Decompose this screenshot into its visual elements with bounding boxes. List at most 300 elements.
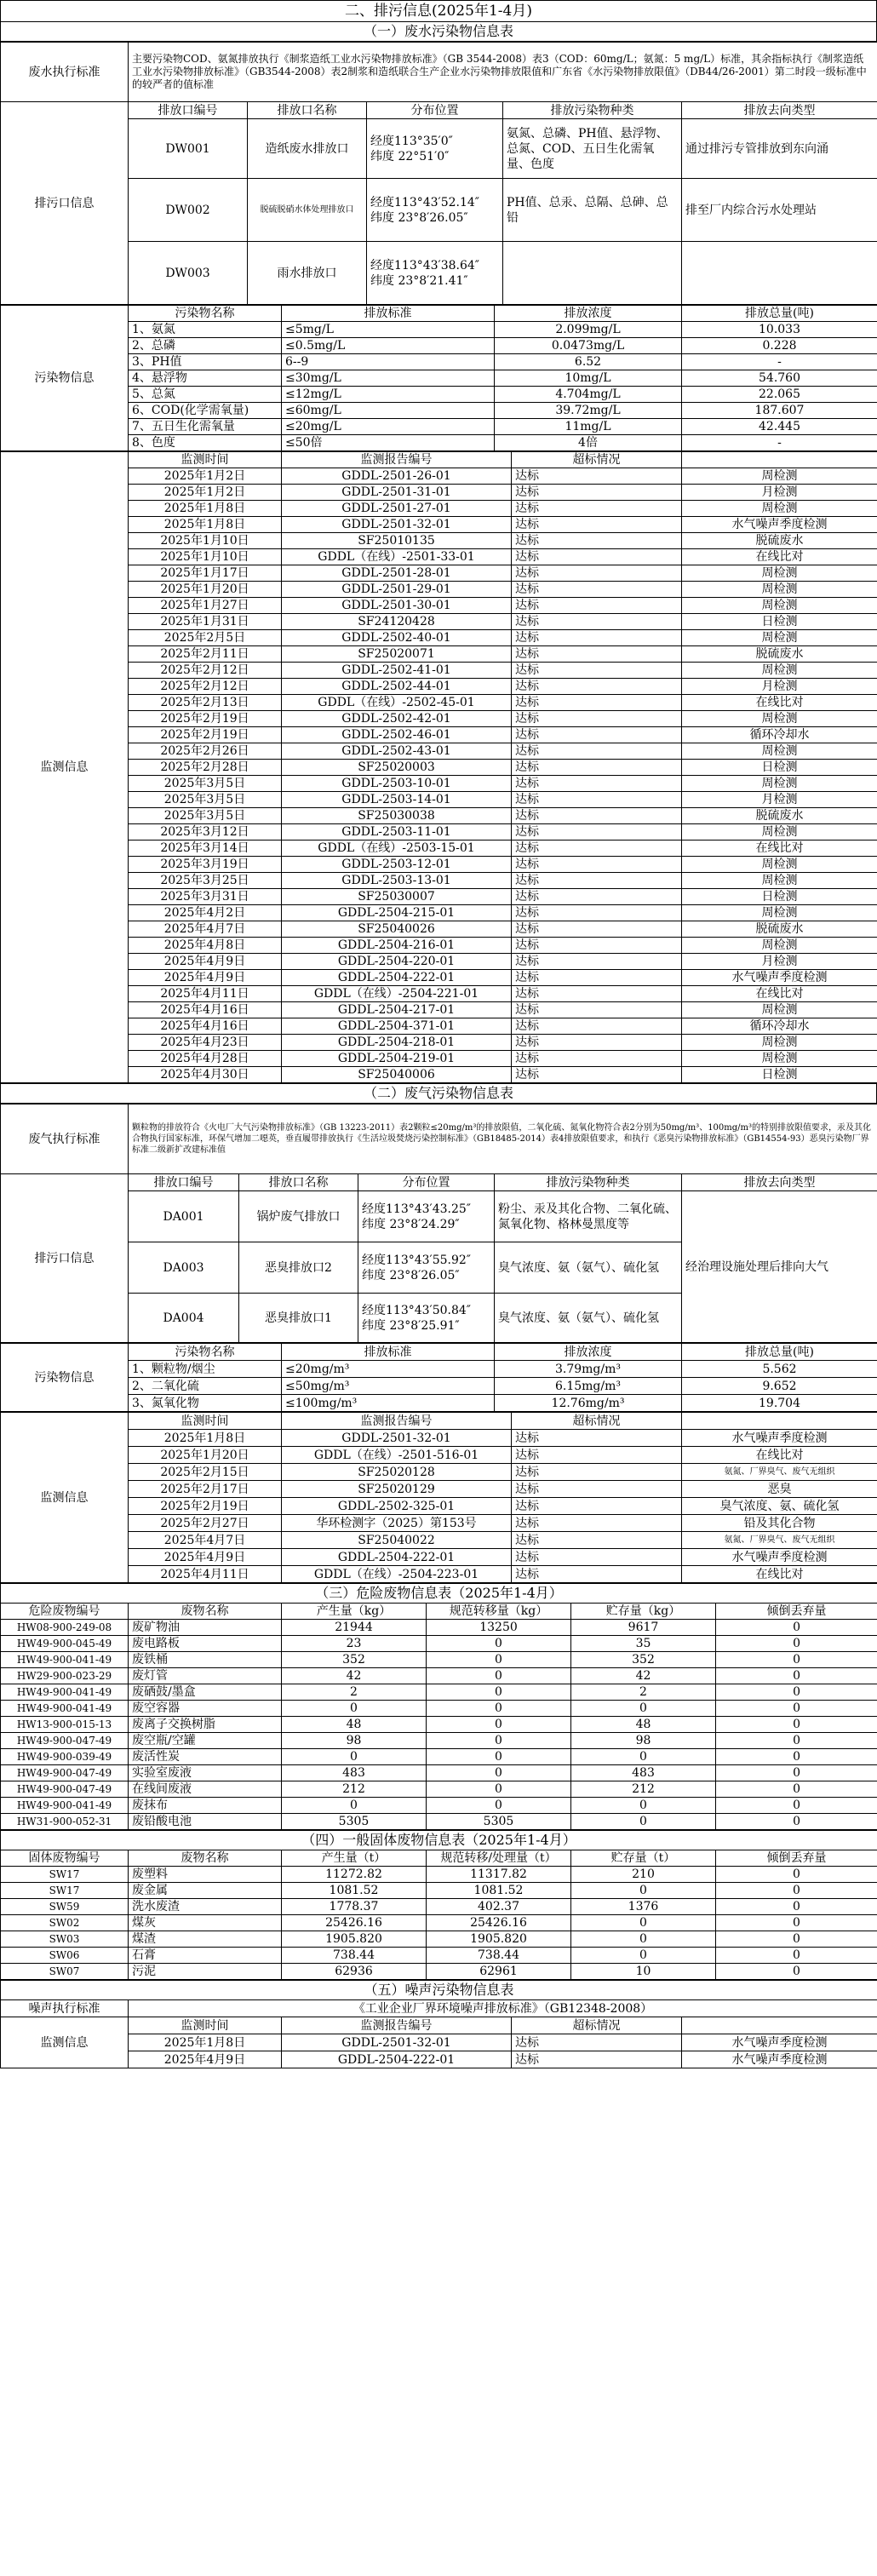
gas-outlet-types: 臭气浓度、氨（氨气）、硫化氢 xyxy=(495,1294,682,1343)
hazard-cell: 废电路板 xyxy=(129,1636,282,1652)
table-row xyxy=(1,387,877,403)
hazard-cell: 48 xyxy=(282,1717,427,1733)
pollutant-standard: ≤50倍 xyxy=(282,435,495,451)
table-row xyxy=(1,1964,877,1980)
water-outlet-header: 排放口编号 xyxy=(129,102,248,119)
table-row xyxy=(1,614,877,630)
pollutant-name: 6、COD(化学需氧量) xyxy=(129,403,282,419)
water-table xyxy=(0,42,877,305)
water-outlet-types xyxy=(503,242,682,305)
solid-cell: 0 xyxy=(571,1883,716,1899)
pollutant-total: - xyxy=(682,435,877,451)
table-row xyxy=(1,435,877,451)
gas-outlet-name: 恶臭排放口2 xyxy=(239,1242,358,1294)
table-row xyxy=(1,1566,877,1583)
pollutant-concentration: 6.52 xyxy=(495,354,682,370)
solid-header-row xyxy=(1,1850,877,1867)
monitor-status: 达标 xyxy=(512,1549,682,1566)
water-outlet-header: 分布位置 xyxy=(367,102,503,119)
monitor-report-no: GDDL-2502-42-01 xyxy=(282,711,512,727)
hazard-cell: 废铅酸电池 xyxy=(129,1814,282,1830)
monitor-status: 达标 xyxy=(512,2034,682,2051)
hazard-cell: 在线间废液 xyxy=(129,1781,282,1798)
monitor-status: 达标 xyxy=(512,776,682,792)
hazard-cell: 2 xyxy=(571,1684,716,1701)
pollutant-total: 9.652 xyxy=(682,1378,877,1395)
pollutant-name: 3、PH值 xyxy=(129,354,282,370)
hazard-cell: 483 xyxy=(571,1765,716,1781)
hazard-cell: 0 xyxy=(716,1684,877,1701)
table-row xyxy=(1,1532,877,1549)
water-standard-text: 主要污染物COD、氨氮排放执行《制浆造纸工业水污染物排放标准》（GB 3544-2008）表3（COD：60mg/L；氨氮：5 mg/L）标准，其余指标执行《制浆造纸工业水污染物排放标准》（GB3544-2008）表2制浆和造纸联合生产企业水污染物排放限值和广东省《水污染物排放限值》（DB44/26-2001）第二时段一级标准中的较严者的值标准 xyxy=(129,43,877,102)
monitor-status: 达标 xyxy=(512,970,682,986)
hazard-cell: 0 xyxy=(571,1798,716,1814)
water-pollutant-header: 排放标准 xyxy=(282,306,495,322)
gas-outlet-name: 恶臭排放口1 xyxy=(239,1294,358,1343)
table-row xyxy=(1,533,877,549)
monitor-date: 2025年4月7日 xyxy=(129,921,282,938)
table-row xyxy=(1,1948,877,1964)
monitor-report-no: GDDL-2504-218-01 xyxy=(282,1035,512,1051)
pollutant-concentration: 2.099mg/L xyxy=(495,322,682,338)
outlet-lng: 经度113°43′38.64″ xyxy=(370,258,480,273)
water-outlet-header: 排放去向类型 xyxy=(682,102,877,119)
table-row xyxy=(1,938,877,954)
monitor-note: 脱硫废水 xyxy=(682,808,877,824)
monitor-status: 达标 xyxy=(512,1532,682,1549)
water-outlet-location xyxy=(367,242,503,305)
hazard-cell: 98 xyxy=(571,1733,716,1749)
monitor-date: 2025年3月5日 xyxy=(129,808,282,824)
hazard-cell: HW49-900-047-49 xyxy=(1,1781,129,1798)
monitor-note: 水气噪声季度检测 xyxy=(682,1430,877,1447)
gas-section-title: （二）废气污染物信息表 xyxy=(1,1084,877,1104)
pollutant-standard: ≤30mg/L xyxy=(282,370,495,387)
monitor-date: 2025年1月2日 xyxy=(129,468,282,485)
solid-cell: SW03 xyxy=(1,1931,129,1948)
gas-monitor-header-row xyxy=(1,1413,877,1430)
solid-cell: 1376 xyxy=(571,1899,716,1915)
monitor-report-no: GDDL-2504-222-01 xyxy=(282,970,512,986)
solid-cell: 1905.820 xyxy=(427,1931,571,1948)
monitor-report-no: GDDL-2502-41-01 xyxy=(282,663,512,679)
monitor-status: 达标 xyxy=(512,1566,682,1583)
table-row xyxy=(1,1931,877,1948)
monitor-status: 达标 xyxy=(512,857,682,873)
monitor-note: 水气噪声季度检测 xyxy=(682,970,877,986)
monitor-status: 达标 xyxy=(512,679,682,695)
gas-monitor-table xyxy=(0,1412,877,1583)
solid-cell: 废金属 xyxy=(129,1883,282,1899)
table-row xyxy=(1,1765,877,1781)
pollutant-name: 8、色度 xyxy=(129,435,282,451)
monitor-note: 周检测 xyxy=(682,857,877,873)
pollutant-total: 187.607 xyxy=(682,403,877,419)
table-row xyxy=(1,2051,877,2068)
monitor-date: 2025年4月30日 xyxy=(129,1067,282,1083)
solid-header: 固体废物编号 xyxy=(1,1850,129,1867)
hazard-cell: 5305 xyxy=(427,1814,571,1830)
pollutant-total: 54.760 xyxy=(682,370,877,387)
monitor-note: 周检测 xyxy=(682,663,877,679)
monitor-date: 2025年4月28日 xyxy=(129,1051,282,1067)
hazard-cell: 0 xyxy=(716,1620,877,1636)
monitor-report-no: GDDL-2504-371-01 xyxy=(282,1018,512,1035)
gas-monitor-label: 监测信息 xyxy=(1,1413,129,1583)
table-row xyxy=(1,986,877,1002)
pollutant-total: - xyxy=(682,354,877,370)
pollutant-concentration: 4倍 xyxy=(495,435,682,451)
hazard-cell: HW13-900-015-13 xyxy=(1,1717,129,1733)
table-row xyxy=(1,1378,877,1395)
monitor-report-no: GDDL-2501-31-01 xyxy=(282,485,512,501)
monitor-status: 达标 xyxy=(512,533,682,549)
solid-cell: SW06 xyxy=(1,1948,129,1964)
solid-cell: 738.44 xyxy=(427,1948,571,1964)
water-standard-label: 废水执行标准 xyxy=(1,43,129,102)
table-row xyxy=(1,1067,877,1083)
hazard-cell: 废抹布 xyxy=(129,1798,282,1814)
pollutant-concentration: 12.76mg/m³ xyxy=(495,1395,682,1412)
water-outlet-name: 脱硫脱硝水体处理排放口 xyxy=(248,179,367,242)
monitor-status: 达标 xyxy=(512,938,682,954)
table-row xyxy=(1,824,877,840)
monitor-date: 2025年4月8日 xyxy=(129,938,282,954)
gas-pollutant-header-row xyxy=(1,1344,877,1361)
monitor-status: 达标 xyxy=(512,1002,682,1018)
monitor-report-no: SF25020003 xyxy=(282,760,512,776)
outlet-lat: 纬度 23°8′21.41″ xyxy=(370,273,468,288)
gas-pollutant-header: 排放总量(吨) xyxy=(682,1344,877,1361)
monitor-note: 在线比对 xyxy=(682,1566,877,1583)
table-row xyxy=(1,1636,877,1652)
monitor-note: 在线比对 xyxy=(682,986,877,1002)
pollutant-name: 4、悬浮物 xyxy=(129,370,282,387)
table-row xyxy=(1,1684,877,1701)
solid-cell: 0 xyxy=(716,1899,877,1915)
monitor-report-no: GDDL-2501-32-01 xyxy=(282,517,512,533)
solid-cell: 0 xyxy=(716,1948,877,1964)
hazard-cell: 2 xyxy=(282,1684,427,1701)
monitor-date: 2025年2月17日 xyxy=(129,1481,282,1498)
monitor-date: 2025年4月9日 xyxy=(129,970,282,986)
monitor-status: 达标 xyxy=(512,663,682,679)
outlet-lng: 经度113°43′50.84″ xyxy=(362,1303,472,1317)
monitor-note: 周检测 xyxy=(682,565,877,582)
monitor-note: 在线比对 xyxy=(682,1447,877,1464)
solid-header: 贮存量（t） xyxy=(571,1850,716,1867)
solid-cell: 煤渣 xyxy=(129,1931,282,1948)
pollutant-concentration: 0.0473mg/L xyxy=(495,338,682,354)
monitor-note: 月检测 xyxy=(682,954,877,970)
pollutant-total: 19.704 xyxy=(682,1395,877,1412)
solid-cell: 煤灰 xyxy=(129,1915,282,1931)
monitor-note: 日检测 xyxy=(682,889,877,905)
monitor-status: 达标 xyxy=(512,517,682,533)
hazard-cell: 0 xyxy=(716,1733,877,1749)
table-row xyxy=(1,905,877,921)
monitor-date: 2025年3月14日 xyxy=(129,840,282,857)
monitor-status: 达标 xyxy=(512,468,682,485)
water-outlet-dest: 排至厂内综合污水处理站 xyxy=(682,179,877,242)
table-row xyxy=(1,1620,877,1636)
table-row xyxy=(1,1051,877,1067)
monitor-date: 2025年1月27日 xyxy=(129,598,282,614)
monitor-date: 2025年1月31日 xyxy=(129,614,282,630)
monitor-status: 达标 xyxy=(512,760,682,776)
table-row xyxy=(1,598,877,614)
noise-section-title: （五）噪声污染物信息表 xyxy=(1,1981,877,2000)
solid-cell: SW02 xyxy=(1,1915,129,1931)
water-outlet-name: 造纸废水排放口 xyxy=(248,119,367,179)
hazard-cell: 23 xyxy=(282,1636,427,1652)
monitor-note: 周检测 xyxy=(682,630,877,646)
monitor-note: 脱硫废水 xyxy=(682,533,877,549)
pollutant-standard: ≤60mg/L xyxy=(282,403,495,419)
monitor-note: 周检测 xyxy=(682,1035,877,1051)
monitor-date: 2025年4月23日 xyxy=(129,1035,282,1051)
monitor-report-no: GDDL-2501-27-01 xyxy=(282,501,512,517)
monitor-note: 日检测 xyxy=(682,614,877,630)
table-row xyxy=(1,1814,877,1830)
hazard-cell: 0 xyxy=(716,1701,877,1717)
noise-monitor-header: 监测时间 xyxy=(129,2017,282,2034)
solid-header: 产生量（t） xyxy=(282,1850,427,1867)
monitor-note: 水气噪声季度检测 xyxy=(682,1549,877,1566)
noise-standard-label: 噪声执行标准 xyxy=(1,2000,129,2017)
hazard-header-row xyxy=(1,1604,877,1620)
hazard-cell: HW49-900-039-49 xyxy=(1,1749,129,1765)
hazard-cell: 9617 xyxy=(571,1620,716,1636)
monitor-report-no: GDDL（在线）-2504-221-01 xyxy=(282,986,512,1002)
monitor-report-no: GDDL-2504-222-01 xyxy=(282,2051,512,2068)
gas-outlet-location xyxy=(358,1191,495,1242)
water-monitor-table xyxy=(0,451,877,1083)
solid-cell: 0 xyxy=(716,1867,877,1883)
hazard-cell: 352 xyxy=(571,1652,716,1668)
hazard-cell: 0 xyxy=(427,1636,571,1652)
monitor-status: 达标 xyxy=(512,1430,682,1447)
hazard-cell: 废空容器 xyxy=(129,1701,282,1717)
monitor-status: 达标 xyxy=(512,598,682,614)
monitor-note: 周检测 xyxy=(682,582,877,598)
monitor-note: 水气噪声季度检测 xyxy=(682,2034,877,2051)
water-outlet-code: DW003 xyxy=(129,242,248,305)
monitor-report-no: GDDL-2502-46-01 xyxy=(282,727,512,743)
monitor-note: 循环冷却水 xyxy=(682,1018,877,1035)
hazard-cell: 废离子交换树脂 xyxy=(129,1717,282,1733)
monitor-date: 2025年3月5日 xyxy=(129,792,282,808)
monitor-note: 循环冷却水 xyxy=(682,727,877,743)
gas-pollutant-header: 排放浓度 xyxy=(495,1344,682,1361)
monitor-status: 达标 xyxy=(512,921,682,938)
gas-outlet-name: 锅炉废气排放口 xyxy=(239,1191,358,1242)
monitor-status: 达标 xyxy=(512,614,682,630)
hazard-cell: 0 xyxy=(427,1701,571,1717)
hazard-cell: 实验室废液 xyxy=(129,1765,282,1781)
gas-pollutant-header: 污染物名称 xyxy=(129,1344,282,1361)
monitor-status: 达标 xyxy=(512,1067,682,1083)
outlet-lng: 经度113°43′43.25″ xyxy=(362,1202,472,1216)
table-row xyxy=(1,663,877,679)
hazard-cell: 42 xyxy=(282,1668,427,1684)
monitor-status: 达标 xyxy=(512,565,682,582)
pollutant-name: 1、氨氮 xyxy=(129,322,282,338)
monitor-status: 达标 xyxy=(512,727,682,743)
gas-outlet-location xyxy=(358,1294,495,1343)
gas-monitor-header: 监测时间 xyxy=(129,1413,282,1430)
monitor-report-no: GDDL-2504-222-01 xyxy=(282,1549,512,1566)
gas-outlet-header: 排放污染物种类 xyxy=(495,1174,682,1191)
water-outlet-dest xyxy=(682,242,877,305)
monitor-note: 恶臭 xyxy=(682,1481,877,1498)
monitor-date: 2025年2月5日 xyxy=(129,630,282,646)
monitor-date: 2025年2月27日 xyxy=(129,1515,282,1532)
table-row xyxy=(1,630,877,646)
solid-cell: 62961 xyxy=(427,1964,571,1980)
pollutant-concentration: 6.15mg/m³ xyxy=(495,1378,682,1395)
table-row xyxy=(1,1867,877,1883)
solid-header: 规范转移/处理量（t） xyxy=(427,1850,571,1867)
table-row xyxy=(1,1733,877,1749)
monitor-note: 日检测 xyxy=(682,760,877,776)
table-row xyxy=(1,354,877,370)
monitor-report-no: SF25040022 xyxy=(282,1532,512,1549)
monitor-date: 2025年2月13日 xyxy=(129,695,282,711)
table-row xyxy=(1,727,877,743)
monitor-report-no: GDDL（在线）-2501-33-01 xyxy=(282,549,512,565)
pollutant-concentration: 11mg/L xyxy=(495,419,682,435)
gas-outlet-header: 排放口名称 xyxy=(239,1174,358,1191)
monitor-note: 周检测 xyxy=(682,824,877,840)
pollutant-name: 1、颗粒物/烟尘 xyxy=(129,1361,282,1378)
water-monitor-header xyxy=(682,452,877,468)
monitor-report-no: GDDL-2501-28-01 xyxy=(282,565,512,582)
monitor-report-no: GDDL-2504-220-01 xyxy=(282,954,512,970)
monitor-note: 周检测 xyxy=(682,501,877,517)
monitor-report-no: GDDL（在线）-2502-45-01 xyxy=(282,695,512,711)
hazard-cell: 35 xyxy=(571,1636,716,1652)
pollutant-total: 22.065 xyxy=(682,387,877,403)
monitor-report-no: 华环检测字（2025）第153号 xyxy=(282,1515,512,1532)
monitor-status: 达标 xyxy=(512,582,682,598)
table-row xyxy=(1,760,877,776)
table-row xyxy=(1,501,877,517)
hazard-cell: HW08-900-249-08 xyxy=(1,1620,129,1636)
monitor-status: 达标 xyxy=(512,1464,682,1481)
outlet-lng: 经度113°43′55.92″ xyxy=(362,1253,472,1267)
monitor-note: 水气噪声季度检测 xyxy=(682,517,877,533)
solid-cell: 11272.82 xyxy=(282,1867,427,1883)
table-row xyxy=(1,1395,877,1412)
outlet-lng: 经度113°35′0″ xyxy=(370,134,453,148)
monitor-note: 在线比对 xyxy=(682,840,877,857)
table-row xyxy=(1,1035,877,1051)
monitor-date: 2025年4月9日 xyxy=(129,1549,282,1566)
noise-monitor-header-row xyxy=(1,2017,877,2034)
table-row xyxy=(1,2034,877,2051)
solid-cell: 11317.82 xyxy=(427,1867,571,1883)
monitor-date: 2025年2月19日 xyxy=(129,727,282,743)
hazard-header: 废物名称 xyxy=(129,1604,282,1620)
gas-outlet-label: 排污口信息 xyxy=(1,1174,129,1343)
hazard-cell: 483 xyxy=(282,1765,427,1781)
solid-cell: 1081.52 xyxy=(282,1883,427,1899)
hazard-cell: 0 xyxy=(427,1684,571,1701)
outlet-lat: 纬度 22°51′0″ xyxy=(370,149,450,164)
monitor-note: 脱硫废水 xyxy=(682,646,877,663)
table-row xyxy=(1,970,877,986)
hazard-cell: HW49-900-041-49 xyxy=(1,1684,129,1701)
hazard-cell: 0 xyxy=(716,1749,877,1765)
hazard-cell: HW31-900-052-31 xyxy=(1,1814,129,1830)
monitor-date: 2025年4月7日 xyxy=(129,1532,282,1549)
table-row xyxy=(1,1430,877,1447)
hazard-cell: 0 xyxy=(427,1749,571,1765)
monitor-note: 周检测 xyxy=(682,873,877,889)
monitor-report-no: GDDL-2502-40-01 xyxy=(282,630,512,646)
solid-section-title: （四）一般固体废物信息表（2025年1-4月） xyxy=(1,1831,877,1850)
monitor-date: 2025年4月2日 xyxy=(129,905,282,921)
hazard-cell: 0 xyxy=(571,1814,716,1830)
table-row xyxy=(1,1498,877,1515)
monitor-status: 达标 xyxy=(512,501,682,517)
noise-table xyxy=(0,1980,877,2068)
monitor-note: 周检测 xyxy=(682,1002,877,1018)
outlet-lng: 经度113°43′52.14″ xyxy=(370,195,480,209)
hazard-cell: 0 xyxy=(427,1781,571,1798)
monitor-report-no: SF25040026 xyxy=(282,921,512,938)
noise-monitor-header xyxy=(682,2017,877,2034)
pollutant-total: 42.445 xyxy=(682,419,877,435)
table-row xyxy=(1,840,877,857)
monitor-report-no: SF25040006 xyxy=(282,1067,512,1083)
table-row xyxy=(1,1883,877,1899)
monitor-date: 2025年1月17日 xyxy=(129,565,282,582)
monitor-date: 2025年2月19日 xyxy=(129,711,282,727)
solid-cell: SW59 xyxy=(1,1899,129,1915)
hazard-cell: HW49-900-041-49 xyxy=(1,1701,129,1717)
monitor-report-no: GDDL（在线）-2504-223-01 xyxy=(282,1566,512,1583)
hazard-cell: HW49-900-047-49 xyxy=(1,1765,129,1781)
monitor-report-no: SF25030038 xyxy=(282,808,512,824)
monitor-date: 2025年1月8日 xyxy=(129,2034,282,2051)
hazard-cell: 5305 xyxy=(282,1814,427,1830)
gas-title-table xyxy=(0,1083,877,1104)
water-monitor-header: 监测报告编号 xyxy=(282,452,512,468)
pollutant-name: 5、总氮 xyxy=(129,387,282,403)
monitor-status: 达标 xyxy=(512,1018,682,1035)
pollutant-standard: ≤0.5mg/L xyxy=(282,338,495,354)
monitor-status: 达标 xyxy=(512,792,682,808)
report-title: 二、排污信息(2025年1-4月) xyxy=(1,1,877,22)
table-row xyxy=(1,322,877,338)
monitor-status: 达标 xyxy=(512,1498,682,1515)
monitor-date: 2025年4月11日 xyxy=(129,986,282,1002)
water-outlet-header: 排放污染物种类 xyxy=(503,102,682,119)
monitor-note: 月检测 xyxy=(682,792,877,808)
hazard-cell: 0 xyxy=(571,1701,716,1717)
monitor-note: 在线比对 xyxy=(682,695,877,711)
monitor-report-no: SF25030007 xyxy=(282,889,512,905)
table-row xyxy=(1,1018,877,1035)
hazard-cell: 352 xyxy=(282,1652,427,1668)
monitor-date: 2025年4月9日 xyxy=(129,954,282,970)
table-row xyxy=(1,1464,877,1481)
water-outlet-name: 雨水排放口 xyxy=(248,242,367,305)
monitor-status: 达标 xyxy=(512,873,682,889)
monitor-report-no: GDDL-2504-215-01 xyxy=(282,905,512,921)
